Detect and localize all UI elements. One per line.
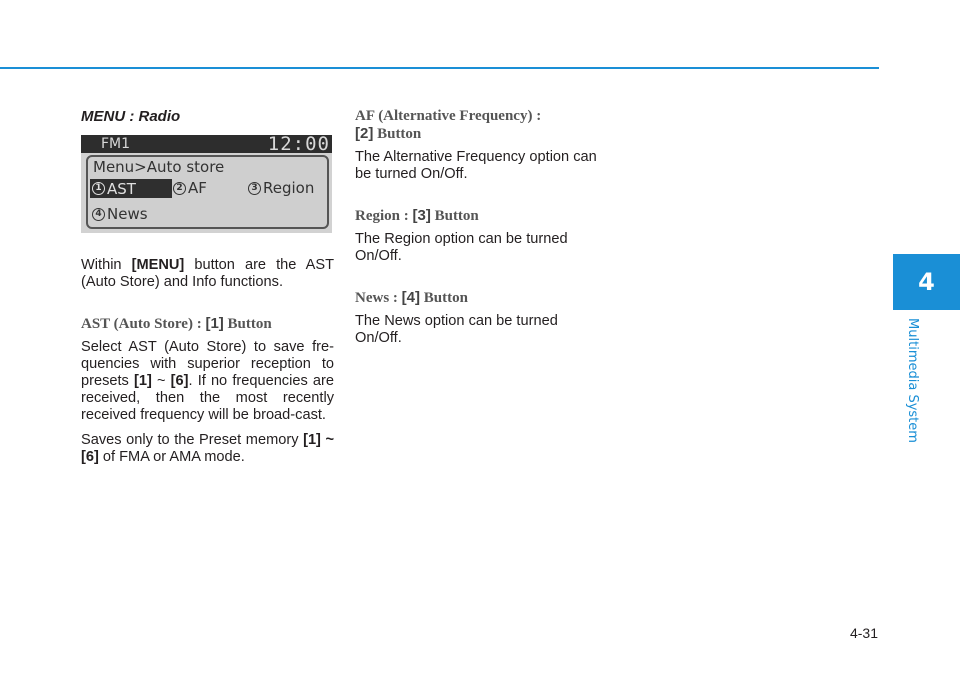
header-rule bbox=[0, 67, 879, 69]
section-label bbox=[892, 317, 932, 443]
option-label: Region bbox=[263, 179, 315, 197]
af-heading: AF (Alternative Frequency) : [2] Button bbox=[355, 108, 542, 142]
screen-option-af bbox=[173, 179, 207, 197]
left-column bbox=[81, 108, 334, 474]
option-label: AST bbox=[107, 179, 136, 198]
number-2-icon: 2 bbox=[173, 182, 186, 195]
section-title: Multimedia System bbox=[904, 317, 920, 443]
number-3-icon: 3 bbox=[248, 182, 261, 195]
news-paragraph: The News option can be turned On/Off. bbox=[355, 313, 558, 346]
ast-paragraph: Select AST (Auto Store) to save fre-quencies with superior reception to presets [1] ~ [6]. If no frequencies are received, then the most recently received frequency will be broad-cast. bbox=[81, 339, 334, 423]
screen-clock: 12:00 bbox=[267, 133, 330, 155]
region-paragraph: The Region option can be turned On/Off. bbox=[355, 231, 568, 264]
page-number: 4-31 bbox=[849, 625, 878, 641]
preset-paragraph: Saves only to the Preset memory [1] ~ [6] of FMA or AMA mode. bbox=[81, 432, 335, 465]
chapter-number: 4 bbox=[918, 268, 935, 296]
region-heading: Region : [3] Button bbox=[355, 207, 479, 224]
menu-title: MENU : Radio bbox=[81, 108, 181, 125]
number-4-icon: 4 bbox=[92, 208, 105, 221]
news-heading: News : [4] Button bbox=[355, 289, 468, 306]
radio-display-screen bbox=[81, 135, 332, 233]
screen-option-ast bbox=[90, 179, 172, 198]
number-1-icon: 1 bbox=[92, 182, 105, 195]
screen-option-news bbox=[92, 205, 148, 223]
right-column bbox=[355, 108, 608, 355]
screen-menu-panel bbox=[86, 155, 329, 229]
option-label: News bbox=[107, 205, 148, 223]
screen-breadcrumb: Menu>Auto store bbox=[93, 158, 225, 176]
option-label: AF bbox=[188, 179, 207, 197]
ast-heading: AST (Auto Store) : [1] Button bbox=[81, 315, 272, 332]
screen-band: FM1 bbox=[101, 136, 131, 152]
screen-option-region bbox=[248, 179, 314, 197]
chapter-tab bbox=[893, 254, 960, 310]
intro-paragraph: Within [MENU] button are the AST (Auto Store) and Info functions. bbox=[81, 257, 334, 290]
af-paragraph: The Alternative Frequency option can be turned On/Off. bbox=[355, 149, 597, 182]
